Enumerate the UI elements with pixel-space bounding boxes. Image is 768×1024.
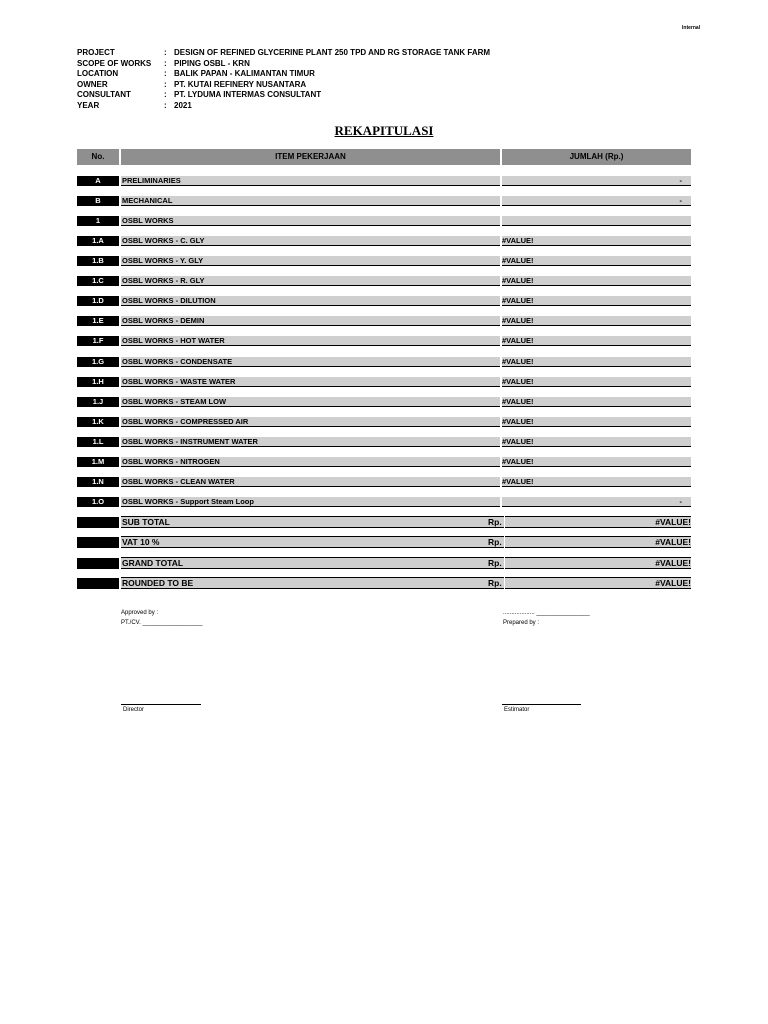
table-row [77, 296, 691, 308]
info-key: CONSULTANT [77, 90, 131, 99]
info-colon: : [164, 69, 167, 78]
total-label: GRAND TOTAL [121, 557, 504, 569]
info-key: LOCATION [77, 69, 119, 78]
row-item: OSBL WORKS - NITROGEN [121, 457, 500, 467]
info-value: PIPING OSBL - KRN [174, 58, 250, 68]
row-item: OSBL WORKS - Y. GLY [121, 256, 500, 266]
row-number: A [77, 176, 119, 186]
table-row [77, 176, 691, 188]
row-amount: #VALUE! [502, 276, 691, 286]
total-row [77, 576, 691, 590]
table-row [77, 196, 691, 208]
row-amount [502, 216, 691, 226]
internal-label: Internal [682, 25, 701, 31]
prepared-by-label: Prepared by : [503, 620, 540, 626]
project-info-row [77, 69, 490, 80]
total-currency: Rp. [488, 517, 502, 527]
director-label: Director [123, 707, 145, 713]
total-number-cell [77, 558, 119, 569]
row-item: PRELIMINARIES [121, 176, 500, 186]
row-amount: #VALUE! [502, 477, 691, 487]
row-amount: #VALUE! [502, 357, 691, 367]
total-currency: Rp. [488, 577, 502, 588]
row-number: B [77, 196, 119, 206]
row-number: 1.H [77, 377, 119, 387]
info-colon: : [164, 58, 167, 68]
estimator-label: Estimator [504, 707, 530, 713]
row-item: OSBL WORKS - C. GLY [121, 236, 500, 246]
row-number: 1.G [77, 357, 119, 367]
row-item: MECHANICAL [121, 196, 500, 206]
row-item: OSBL WORKS - CONDENSATE [121, 357, 500, 367]
header-item: ITEM PEKERJAAN [121, 149, 500, 165]
table-row [77, 457, 691, 469]
total-number-cell [77, 537, 119, 548]
project-info-row [77, 90, 490, 101]
total-amount: #VALUE! [505, 557, 691, 569]
table-row [77, 236, 691, 248]
row-number: 1.N [77, 477, 119, 487]
total-row [77, 556, 691, 570]
project-info-row [77, 80, 490, 91]
row-amount: #VALUE! [502, 457, 691, 467]
total-number-cell [77, 517, 119, 528]
table-row [77, 377, 691, 389]
table-row [77, 437, 691, 449]
info-colon: : [164, 100, 167, 110]
table-row [77, 316, 691, 328]
row-number: 1.C [77, 276, 119, 286]
row-item: OSBL WORKS - Support Steam Loop [121, 497, 500, 507]
row-number: 1.K [77, 417, 119, 427]
row-amount: #VALUE! [502, 397, 691, 407]
header-no: No. [77, 149, 119, 165]
row-amount: #VALUE! [502, 296, 691, 306]
info-value: BALIK PAPAN - KALIMANTAN TIMUR [174, 69, 315, 78]
info-key: OWNER [77, 79, 108, 89]
row-amount: - [502, 497, 691, 507]
row-number: 1.B [77, 256, 119, 266]
project-info-row [77, 59, 490, 70]
row-amount: - [502, 176, 691, 186]
row-item: OSBL WORKS - CLEAN WATER [121, 477, 500, 487]
table-row [77, 216, 691, 228]
row-amount: #VALUE! [502, 437, 691, 447]
estimator-signature-line [502, 704, 581, 705]
total-label: VAT 10 % [121, 536, 504, 548]
info-value: 2021 [174, 100, 192, 110]
total-currency: Rp. [488, 537, 502, 548]
info-key: SCOPE OF WORKS [77, 58, 152, 68]
table-row [77, 477, 691, 489]
total-amount: #VALUE! [505, 536, 691, 548]
total-row [77, 535, 691, 549]
row-number: 1.L [77, 437, 119, 447]
info-key: PROJECT [77, 48, 115, 57]
info-value: DESIGN OF REFINED GLYCERINE PLANT 250 TPD AND RG STORAGE TANK FARM [174, 48, 491, 57]
row-item: OSBL WORKS - DEMIN [121, 316, 500, 326]
row-amount: #VALUE! [502, 256, 691, 266]
date-line: ................... ________________ [503, 610, 590, 616]
row-amount: #VALUE! [502, 336, 691, 346]
total-currency: Rp. [488, 557, 502, 568]
project-info [77, 48, 490, 111]
row-item: OSBL WORKS - STEAM LOW [121, 397, 500, 407]
row-number: 1.D [77, 296, 119, 306]
row-amount: - [502, 196, 691, 206]
director-signature-line [121, 704, 201, 705]
row-amount: #VALUE! [502, 417, 691, 427]
row-number: 1.M [77, 457, 119, 467]
row-item: OSBL WORKS - HOT WATER [121, 336, 500, 346]
company-line: PT./CV. __________________ [121, 620, 203, 626]
project-info-row [77, 48, 490, 59]
total-label: SUB TOTAL [121, 516, 504, 528]
row-amount: #VALUE! [502, 316, 691, 326]
row-item: OSBL WORKS - INSTRUMENT WATER [121, 437, 500, 447]
info-key: YEAR [77, 100, 100, 110]
header-amount: JUMLAH (Rp.) [502, 149, 691, 165]
row-number: 1.J [77, 397, 119, 407]
info-colon: : [164, 48, 167, 57]
row-number: 1.E [77, 316, 119, 326]
row-item: OSBL WORKS - DILUTION [121, 296, 500, 306]
row-item: OSBL WORKS - R. GLY [121, 276, 500, 286]
row-item: OSBL WORKS [121, 216, 500, 226]
table-row [77, 276, 691, 288]
row-number: 1.O [77, 497, 119, 507]
table-row [77, 336, 691, 348]
info-colon: : [164, 90, 167, 99]
row-number: 1.F [77, 336, 119, 346]
total-number-cell [77, 578, 119, 589]
page-title: REKAPITULASI [334, 123, 434, 138]
table-row [77, 417, 691, 429]
row-item: OSBL WORKS - WASTE WATER [121, 377, 500, 387]
row-number: 1.A [77, 236, 119, 246]
table-row [77, 256, 691, 268]
row-amount: #VALUE! [502, 236, 691, 246]
total-amount: #VALUE! [505, 516, 691, 528]
info-value: PT. KUTAI REFINERY NUSANTARA [174, 79, 307, 89]
table-row [77, 397, 691, 409]
approved-by-label: Approved by : [121, 610, 159, 616]
table-row [77, 357, 691, 369]
total-label: ROUNDED TO BE [121, 577, 504, 589]
total-amount: #VALUE! [505, 577, 691, 589]
project-info-row [77, 101, 490, 112]
row-number: 1 [77, 216, 119, 226]
info-colon: : [164, 79, 167, 89]
table-row [77, 497, 691, 509]
info-value: PT. LYDUMA INTERMAS CONSULTANT [174, 90, 322, 99]
row-amount: #VALUE! [502, 377, 691, 387]
row-item: OSBL WORKS - COMPRESSED AIR [121, 417, 500, 427]
total-row [77, 515, 691, 529]
